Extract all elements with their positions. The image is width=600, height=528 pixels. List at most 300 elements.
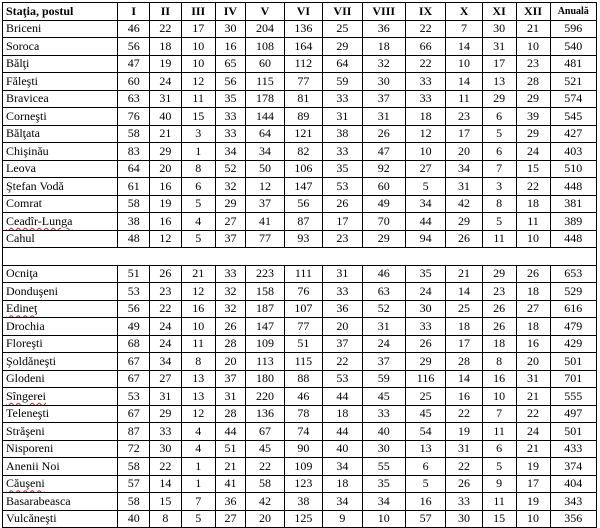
station-name: Anenii Noi: [6, 458, 60, 473]
header-row: [3, 3, 597, 21]
monthly-value-cell: 46: [362, 265, 405, 283]
monthly-value-cell: 41: [246, 213, 284, 231]
monthly-value-cell: 106: [284, 160, 322, 178]
monthly-value-cell: 34: [323, 458, 363, 476]
monthly-value-cell: 49: [362, 195, 405, 213]
monthly-value-cell: 9: [323, 510, 363, 528]
header-month: XI: [482, 3, 516, 21]
monthly-value-cell: 6: [181, 178, 215, 196]
monthly-value-cell: 31: [482, 38, 516, 56]
monthly-value-cell: 10: [482, 388, 516, 406]
annual-total-cell: 479: [550, 318, 597, 336]
monthly-value-cell: 94: [405, 230, 446, 248]
monthly-value-cell: 83: [118, 143, 150, 161]
monthly-value-cell: 15: [516, 160, 550, 178]
table-row: [3, 55, 597, 73]
annual-total-cell: 596: [550, 20, 597, 38]
monthly-value-cell: 82: [284, 143, 322, 161]
monthly-value-cell: 136: [284, 20, 322, 38]
monthly-value-cell: 40: [118, 510, 150, 528]
station-name: Edineţ: [6, 301, 38, 316]
table-row: [3, 213, 597, 231]
station-name: Comrat: [6, 196, 42, 211]
table-row: [3, 493, 597, 511]
monthly-value-cell: 11: [482, 423, 516, 441]
monthly-value-cell: 25: [405, 388, 446, 406]
empty-row: [3, 248, 597, 266]
monthly-value-cell: 60: [246, 55, 284, 73]
annual-total-cell: 529: [550, 283, 597, 301]
monthly-value-cell: 6: [405, 458, 446, 476]
monthly-value-cell: 6: [482, 440, 516, 458]
monthly-value-cell: 125: [284, 510, 322, 528]
monthly-value-cell: 34: [362, 493, 405, 511]
monthly-value-cell: 8: [482, 353, 516, 371]
monthly-value-cell: 76: [118, 108, 150, 126]
monthly-value-cell: 37: [215, 230, 246, 248]
monthly-value-cell: 29: [446, 213, 482, 231]
monthly-value-cell: 1: [181, 143, 215, 161]
monthly-value-cell: 72: [118, 440, 150, 458]
monthly-value-cell: 40: [323, 440, 363, 458]
monthly-value-cell: 19: [150, 195, 182, 213]
monthly-value-cell: 18: [516, 283, 550, 301]
empty-cell: [3, 248, 597, 266]
monthly-value-cell: 53: [118, 388, 150, 406]
station-name: Bălţata: [6, 126, 40, 141]
monthly-value-cell: 30: [362, 73, 405, 91]
annual-total-cell: 356: [550, 510, 597, 528]
monthly-value-cell: 31: [150, 388, 182, 406]
table-row: [3, 160, 597, 178]
monthly-value-cell: 59: [362, 370, 405, 388]
monthly-value-cell: 7: [181, 493, 215, 511]
monthly-value-cell: 37: [362, 90, 405, 108]
monthly-value-cell: 28: [516, 73, 550, 91]
monthly-value-cell: 63: [118, 90, 150, 108]
monthly-value-cell: 37: [323, 335, 363, 353]
station-name: Vulcăneşti: [6, 511, 57, 526]
station-name-cell: [3, 55, 118, 73]
monthly-value-cell: 187: [246, 300, 284, 318]
monthly-value-cell: 107: [284, 300, 322, 318]
annual-total-cell: 448: [550, 178, 597, 196]
monthly-value-cell: 18: [446, 318, 482, 336]
monthly-value-cell: 51: [284, 335, 322, 353]
table-row: [3, 230, 597, 248]
monthly-value-cell: 24: [150, 73, 182, 91]
monthly-value-cell: 26: [362, 125, 405, 143]
monthly-value-cell: 33: [215, 108, 246, 126]
group-separator: [3, 248, 597, 266]
monthly-value-cell: 23: [482, 283, 516, 301]
monthly-value-cell: 45: [405, 405, 446, 423]
monthly-value-cell: 10: [516, 38, 550, 56]
monthly-value-cell: 52: [215, 160, 246, 178]
monthly-value-cell: 18: [150, 38, 182, 56]
monthly-value-cell: 21: [516, 20, 550, 38]
monthly-value-cell: 33: [405, 318, 446, 336]
annual-total-cell: 540: [550, 38, 597, 56]
monthly-value-cell: 31: [446, 178, 482, 196]
monthly-value-cell: 53: [323, 178, 363, 196]
station-name: Sîngerei: [6, 388, 46, 403]
monthly-value-cell: 164: [284, 38, 322, 56]
monthly-value-cell: 40: [362, 423, 405, 441]
monthly-value-cell: 11: [181, 90, 215, 108]
monthly-value-cell: 33: [323, 90, 363, 108]
monthly-value-cell: 27: [215, 510, 246, 528]
monthly-value-cell: 17: [181, 20, 215, 38]
monthly-value-cell: 22: [446, 458, 482, 476]
monthly-value-cell: 26: [323, 195, 363, 213]
monthly-value-cell: 21: [446, 265, 482, 283]
monthly-value-cell: 12: [405, 125, 446, 143]
monthly-value-cell: 8: [150, 510, 182, 528]
monthly-value-cell: 58: [118, 125, 150, 143]
monthly-value-cell: 76: [284, 283, 322, 301]
monthly-value-cell: 20: [246, 510, 284, 528]
monthly-value-cell: 57: [405, 510, 446, 528]
monthly-value-cell: 58: [118, 195, 150, 213]
monthly-value-cell: 11: [181, 335, 215, 353]
monthly-value-cell: 30: [215, 20, 246, 38]
annual-total-cell: 616: [550, 300, 597, 318]
monthly-value-cell: 22: [516, 178, 550, 196]
monthly-value-cell: 20: [446, 143, 482, 161]
station-name-cell: [3, 493, 118, 511]
header-month: IX: [405, 3, 446, 21]
monthly-value-cell: 89: [284, 108, 322, 126]
monthly-value-cell: 26: [405, 335, 446, 353]
monthly-value-cell: 22: [323, 353, 363, 371]
annual-total-cell: 481: [550, 55, 597, 73]
monthly-value-cell: 37: [215, 370, 246, 388]
monthly-value-cell: 12: [246, 178, 284, 196]
monthly-value-cell: 13: [482, 73, 516, 91]
monthly-value-cell: 30: [150, 440, 182, 458]
monthly-value-cell: 58: [118, 493, 150, 511]
monthly-value-cell: 3: [482, 178, 516, 196]
station-name-cell: [3, 335, 118, 353]
monthly-value-cell: 34: [405, 195, 446, 213]
monthly-value-cell: 5: [405, 178, 446, 196]
monthly-value-cell: 22: [246, 458, 284, 476]
station-name: Bravicea: [6, 91, 49, 106]
monthly-value-cell: 16: [405, 493, 446, 511]
monthly-value-cell: 21: [516, 388, 550, 406]
monthly-value-cell: 14: [446, 73, 482, 91]
monthly-value-cell: 23: [150, 283, 182, 301]
annual-total-cell: 389: [550, 213, 597, 231]
monthly-value-cell: 31: [446, 440, 482, 458]
monthly-value-cell: 123: [284, 475, 322, 493]
station-name-cell: [3, 160, 118, 178]
monthly-value-cell: 25: [446, 300, 482, 318]
monthly-value-cell: 5: [482, 125, 516, 143]
header-month: IV: [215, 3, 246, 21]
monthly-value-cell: 147: [246, 318, 284, 336]
annual-total-cell: 545: [550, 108, 597, 126]
station-name-cell: [3, 370, 118, 388]
monthly-value-cell: 32: [215, 300, 246, 318]
table-row: [3, 265, 597, 283]
monthly-value-cell: 30: [362, 440, 405, 458]
table-row: [3, 510, 597, 528]
monthly-value-cell: 34: [246, 143, 284, 161]
monthly-value-cell: 24: [516, 423, 550, 441]
monthly-value-cell: 92: [362, 160, 405, 178]
table-row: [3, 283, 597, 301]
table-row: [3, 125, 597, 143]
annual-total-cell: 653: [550, 265, 597, 283]
monthly-value-cell: 93: [284, 230, 322, 248]
monthly-value-cell: 178: [246, 90, 284, 108]
monthly-value-cell: 22: [516, 405, 550, 423]
annual-total-cell: 433: [550, 440, 597, 458]
monthly-value-cell: 24: [150, 318, 182, 336]
monthly-value-cell: 11: [482, 230, 516, 248]
monthly-value-cell: 15: [150, 493, 182, 511]
monthly-value-cell: 22: [150, 20, 182, 38]
monthly-value-cell: 30: [405, 300, 446, 318]
monthly-value-cell: 38: [284, 493, 322, 511]
monthly-value-cell: 27: [150, 370, 182, 388]
monthly-value-cell: 32: [215, 178, 246, 196]
station-name-cell: [3, 300, 118, 318]
monthly-value-cell: 10: [362, 510, 405, 528]
monthly-value-cell: 16: [516, 335, 550, 353]
annual-total-cell: 404: [550, 475, 597, 493]
monthly-value-cell: 22: [150, 300, 182, 318]
monthly-value-cell: 115: [284, 353, 322, 371]
monthly-value-cell: 19: [446, 423, 482, 441]
monthly-value-cell: 14: [446, 283, 482, 301]
monthly-value-cell: 21: [181, 265, 215, 283]
station-name-cell: [3, 38, 118, 56]
monthly-value-cell: 10: [181, 55, 215, 73]
annual-total-cell: 501: [550, 353, 597, 371]
table-row: [3, 178, 597, 196]
monthly-value-cell: 14: [446, 38, 482, 56]
header-month: VIII: [362, 3, 405, 21]
monthly-value-cell: 12: [181, 73, 215, 91]
monthly-value-cell: 77: [284, 318, 322, 336]
annual-total-cell: 343: [550, 493, 597, 511]
monthly-value-cell: 111: [284, 265, 322, 283]
monthly-value-cell: 67: [118, 370, 150, 388]
monthly-value-cell: 35: [323, 160, 363, 178]
header-month: II: [150, 3, 182, 21]
monthly-value-cell: 20: [516, 353, 550, 371]
annual-total-cell: 701: [550, 370, 597, 388]
header-month: VII: [323, 3, 363, 21]
annual-total-cell: 555: [550, 388, 597, 406]
monthly-value-cell: 33: [215, 265, 246, 283]
monthly-value-cell: 64: [323, 55, 363, 73]
monthly-value-cell: 10: [181, 318, 215, 336]
station-name: Soroca: [6, 38, 40, 53]
table-row: [3, 475, 597, 493]
monthly-value-cell: 8: [482, 195, 516, 213]
monthly-value-cell: 10: [516, 510, 550, 528]
monthly-value-cell: 32: [215, 283, 246, 301]
monthly-value-cell: 13: [181, 388, 215, 406]
station-name-cell: [3, 143, 118, 161]
monthly-value-cell: 47: [362, 143, 405, 161]
header-month: V: [246, 3, 284, 21]
monthly-value-cell: 24: [362, 335, 405, 353]
table-row: [3, 300, 597, 318]
station-name-cell: [3, 90, 118, 108]
monthly-value-cell: 9: [482, 475, 516, 493]
monthly-value-cell: 5: [181, 195, 215, 213]
monthly-value-cell: 36: [362, 20, 405, 38]
table-row: [3, 370, 597, 388]
monthly-value-cell: 67: [118, 405, 150, 423]
monthly-value-cell: 14: [150, 475, 182, 493]
monthly-value-cell: 16: [150, 178, 182, 196]
monthly-value-cell: 56: [215, 73, 246, 91]
station-name: Făleşti: [6, 73, 38, 88]
monthly-value-cell: 88: [284, 370, 322, 388]
station-name-cell: [3, 318, 118, 336]
monthly-value-cell: 11: [446, 90, 482, 108]
monthly-value-cell: 22: [405, 20, 446, 38]
station-name: Ceadîr-Lunga: [6, 213, 73, 228]
monthly-value-cell: 1: [181, 475, 215, 493]
monthly-value-cell: 5: [405, 475, 446, 493]
monthly-value-cell: 37: [362, 353, 405, 371]
monthly-value-cell: 5: [181, 510, 215, 528]
monthly-value-cell: 58: [246, 475, 284, 493]
monthly-value-cell: 12: [181, 283, 215, 301]
monthly-value-cell: 16: [446, 388, 482, 406]
monthly-value-cell: 23: [516, 55, 550, 73]
station-name: Chişinău: [6, 143, 49, 158]
station-name: Donduşeni: [6, 283, 58, 298]
monthly-value-cell: 5: [482, 458, 516, 476]
monthly-value-cell: 31: [215, 388, 246, 406]
monthly-value-cell: 158: [246, 283, 284, 301]
monthly-value-cell: 31: [150, 90, 182, 108]
monthly-value-cell: 16: [215, 38, 246, 56]
monthly-value-cell: 115: [246, 73, 284, 91]
monthly-value-cell: 29: [482, 265, 516, 283]
monthly-value-cell: 19: [516, 458, 550, 476]
header-month: III: [181, 3, 215, 21]
monthly-value-cell: 23: [446, 108, 482, 126]
monthly-value-cell: 42: [246, 493, 284, 511]
monthly-value-cell: 28: [215, 335, 246, 353]
station-name: Leova: [6, 161, 36, 176]
monthly-value-cell: 12: [150, 230, 182, 248]
monthly-value-cell: 10: [446, 55, 482, 73]
annual-total-cell: 403: [550, 143, 597, 161]
monthly-value-cell: 37: [246, 195, 284, 213]
monthly-value-cell: 31: [516, 370, 550, 388]
monthly-value-cell: 15: [482, 510, 516, 528]
monthly-value-cell: 31: [323, 108, 363, 126]
monthly-value-cell: 16: [150, 213, 182, 231]
monthly-value-cell: 204: [246, 20, 284, 38]
monthly-value-cell: 17: [446, 335, 482, 353]
monthly-value-cell: 11: [482, 493, 516, 511]
monthly-value-cell: 24: [150, 335, 182, 353]
monthly-value-cell: 18: [405, 108, 446, 126]
monthly-value-cell: 7: [446, 20, 482, 38]
monthly-value-cell: 147: [284, 178, 322, 196]
header-station: Staţia, postul: [3, 3, 118, 21]
monthly-value-cell: 44: [215, 423, 246, 441]
monthly-value-cell: 30: [446, 510, 482, 528]
monthly-value-cell: 33: [150, 423, 182, 441]
monthly-value-cell: 35: [405, 265, 446, 283]
table-row: [3, 143, 597, 161]
table-row: [3, 90, 597, 108]
header-annual: Anuală: [550, 3, 597, 21]
monthly-value-cell: 7: [482, 405, 516, 423]
monthly-value-cell: 70: [362, 213, 405, 231]
monthly-value-cell: 56: [118, 300, 150, 318]
monthly-value-cell: 33: [405, 90, 446, 108]
monthly-value-cell: 26: [446, 230, 482, 248]
table-row: [3, 388, 597, 406]
monthly-value-cell: 46: [284, 388, 322, 406]
monthly-value-cell: 26: [446, 475, 482, 493]
station-name-cell: [3, 283, 118, 301]
monthly-value-cell: 28: [446, 353, 482, 371]
monthly-value-cell: 30: [482, 20, 516, 38]
table-row: [3, 335, 597, 353]
monthly-value-cell: 55: [362, 458, 405, 476]
station-name-cell: [3, 458, 118, 476]
monthly-value-cell: 45: [246, 440, 284, 458]
monthly-value-cell: 21: [215, 458, 246, 476]
annual-total-cell: 427: [550, 125, 597, 143]
monthly-value-cell: 77: [246, 230, 284, 248]
monthly-value-cell: 5: [482, 213, 516, 231]
monthly-value-cell: 44: [323, 423, 363, 441]
monthly-value-cell: 38: [118, 213, 150, 231]
monthly-value-cell: 29: [215, 195, 246, 213]
table-row: [3, 405, 597, 423]
monthly-value-cell: 136: [246, 405, 284, 423]
monthly-value-cell: 51: [118, 265, 150, 283]
header-month: I: [118, 3, 150, 21]
monthly-value-cell: 42: [446, 195, 482, 213]
monthly-value-cell: 29: [482, 90, 516, 108]
monthly-value-cell: 81: [284, 90, 322, 108]
monthly-value-cell: 18: [323, 475, 363, 493]
monthly-value-cell: 34: [215, 143, 246, 161]
monthly-value-cell: 31: [323, 265, 363, 283]
monthly-value-cell: 33: [215, 125, 246, 143]
monthly-value-cell: 51: [215, 440, 246, 458]
station-name-cell: [3, 178, 118, 196]
monthly-value-cell: 23: [323, 230, 363, 248]
monthly-value-cell: 5: [181, 230, 215, 248]
station-name: Basarabeasca: [6, 493, 71, 508]
monthly-value-cell: 54: [405, 423, 446, 441]
station-name: Briceni: [6, 21, 42, 36]
monthly-value-cell: 8: [181, 353, 215, 371]
monthly-value-cell: 6: [482, 143, 516, 161]
monthly-value-cell: 18: [482, 335, 516, 353]
monthly-value-cell: 53: [323, 370, 363, 388]
monthly-value-cell: 26: [150, 265, 182, 283]
station-name-cell: [3, 475, 118, 493]
